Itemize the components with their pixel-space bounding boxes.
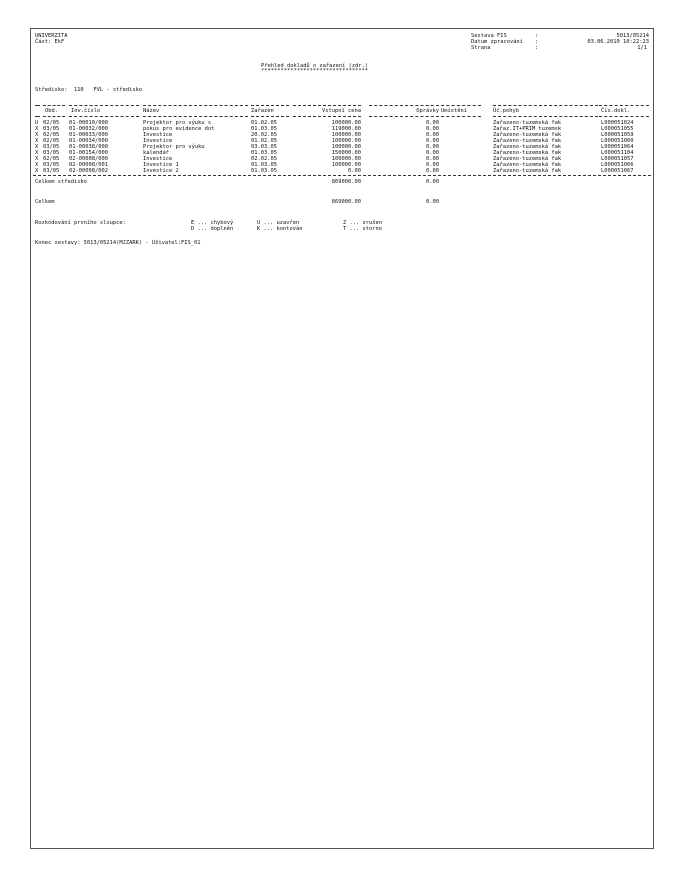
row-date: 03.03.05	[251, 144, 277, 150]
table-bottom-rule	[33, 175, 651, 176]
col-location: Umístění	[441, 108, 467, 114]
row-price: 119000.00	[331, 126, 361, 132]
report-sheet	[30, 28, 654, 849]
sep2-doc	[599, 116, 649, 117]
row-move: Zařazeno-tuzemská fak	[493, 120, 562, 126]
row-name: kalendář	[143, 150, 169, 156]
row-flag: U	[35, 120, 39, 126]
legend-item: D ... doplněn	[191, 226, 234, 232]
row-name: Investice	[143, 138, 173, 144]
center-line: Středisko: 110 FVL - středisko	[35, 87, 143, 93]
grand-total-opr: 0.00	[426, 199, 439, 205]
center-total-label: Celkem středisko	[35, 179, 87, 185]
row-opr: 0.00	[426, 156, 439, 162]
date-label: Datum zpracování	[471, 39, 523, 45]
row-inv: 01-00154/000	[69, 150, 108, 156]
row-opr: 0.00	[426, 132, 439, 138]
grand-total-label: Celkem	[35, 199, 55, 205]
grand-total-price: 869000.00	[331, 199, 361, 205]
col-opr: Oprávky	[416, 108, 439, 114]
report-number: 5013/05214	[616, 33, 649, 39]
row-obd: 03/05	[43, 162, 60, 168]
row-move: Zařazeno-tuzemská fak	[493, 144, 562, 150]
row-obd: 03/05	[43, 126, 60, 132]
row-inv: 02-00008/000	[69, 156, 108, 162]
org-part: Část: EkF	[35, 39, 65, 45]
row-flag: X	[35, 126, 39, 132]
row-obd: 03/05	[43, 150, 60, 156]
row-doc: L000051064	[601, 144, 634, 150]
legend-item: K ... kontován	[257, 226, 303, 232]
sep-name	[143, 105, 248, 106]
row-obd: 02/05	[43, 156, 60, 162]
sep2-opr	[369, 116, 439, 117]
center-total-opr: 0.00	[426, 179, 439, 185]
col-inv: Inv.číslo	[71, 108, 101, 114]
row-name: Investice 1	[143, 162, 179, 168]
title-underline: *********************************	[261, 68, 369, 74]
row-doc: L000051055	[601, 126, 634, 132]
report-label: Sestava FIS	[471, 33, 507, 39]
row-obd: 02/05	[43, 138, 60, 144]
row-date: 01.02.05	[251, 138, 277, 144]
row-name: pokus pro evidence dot	[143, 126, 215, 132]
row-date: 02.02.05	[251, 156, 277, 162]
row-move: Zařaz.IT+PRIM tuzemsk	[493, 126, 562, 132]
row-opr: 0.00	[426, 126, 439, 132]
row-date: 01.03.05	[251, 150, 277, 156]
sep-flag	[35, 105, 40, 106]
row-doc: L000051067	[601, 168, 634, 174]
row-opr: 0.00	[426, 144, 439, 150]
row-move: Zařazeno-tuzemská fak	[493, 162, 562, 168]
org-name: UNIVERZITA	[35, 33, 68, 39]
row-flag: X	[35, 138, 39, 144]
row-price: 100000.00	[331, 138, 361, 144]
legend-item: Z ... zrušen	[343, 220, 382, 226]
page-label: Strana	[471, 45, 491, 51]
row-inv: 01-00010/000	[69, 120, 108, 126]
sep2-price	[293, 116, 361, 117]
row-name: Investice 2	[143, 168, 179, 174]
sep2-move	[493, 116, 598, 117]
row-doc: L000051104	[601, 150, 634, 156]
col-obd: Obd.	[45, 108, 58, 114]
row-move: Zařazeno-tuzemská fak	[493, 132, 562, 138]
sep2-loc	[441, 116, 481, 117]
sep-doc	[599, 105, 649, 106]
report-end-line: Konec sestavy: 5013/05214(MJZARK) - Uživatel:FIS_01	[35, 240, 201, 246]
page-colon: :	[535, 45, 539, 51]
sep-opr	[369, 105, 439, 106]
center-total-price: 869000.00	[331, 179, 361, 185]
row-flag: X	[35, 156, 39, 162]
row-price: 100000.00	[331, 162, 361, 168]
row-inv: 01-00038/000	[69, 144, 108, 150]
col-date: Zařazen	[251, 108, 274, 114]
row-opr: 0.00	[426, 162, 439, 168]
row-doc: L000051024	[601, 120, 634, 126]
sep2-name	[143, 116, 248, 117]
row-price: 100000.00	[331, 156, 361, 162]
sep-move	[493, 105, 598, 106]
sep2-obd	[43, 116, 65, 117]
row-doc: L000051066	[601, 162, 634, 168]
col-doc: Čís.dokl.	[601, 108, 631, 114]
row-name: Investice	[143, 156, 173, 162]
sep-price	[293, 105, 361, 106]
row-flag: X	[35, 132, 39, 138]
row-inv: 01-00034/000	[69, 138, 108, 144]
row-price: 150000.00	[331, 150, 361, 156]
legend-item: U ... uzavřen	[257, 220, 300, 226]
legend-item: T ... storno	[343, 226, 382, 232]
legend-item: E ... chybový	[191, 220, 234, 226]
row-move: Zařazeno-tuzemská fak	[493, 138, 562, 144]
sep-date	[251, 105, 289, 106]
row-obd: 02/05	[43, 132, 60, 138]
row-inv: 02-00008/002	[69, 168, 108, 174]
row-inv: 02-00008/001	[69, 162, 108, 168]
row-doc: L000051057	[601, 156, 634, 162]
row-name: Investice	[143, 132, 173, 138]
row-flag: X	[35, 144, 39, 150]
row-price: 100000.00	[331, 132, 361, 138]
row-obd: 03/05	[43, 168, 60, 174]
row-opr: 0.00	[426, 138, 439, 144]
row-name: Projektor pro výuku s	[143, 120, 212, 126]
row-opr: 0.00	[426, 120, 439, 126]
row-inv: 01-00032/000	[69, 126, 108, 132]
col-name: Název	[143, 108, 160, 114]
col-movement: Úč.pohyb	[493, 108, 519, 114]
row-flag: X	[35, 168, 39, 174]
row-obd: 02/05	[43, 120, 60, 126]
sep-inv	[69, 105, 139, 106]
sep2-inv	[69, 116, 139, 117]
row-obd: 03/05	[43, 144, 60, 150]
row-name: Projektor pro výuku	[143, 144, 205, 150]
sep2-date	[251, 116, 289, 117]
row-flag: X	[35, 150, 39, 156]
processing-date: 03.06.2010 10:22:23	[587, 39, 649, 45]
row-move: Zařazeno-tuzemská fak	[493, 156, 562, 162]
row-opr: 0.00	[426, 150, 439, 156]
row-flag: X	[35, 162, 39, 168]
sep-obd	[43, 105, 65, 106]
row-date: 01.03.05	[251, 168, 277, 174]
page-number: 1/1	[637, 45, 647, 51]
row-date: 20.02.05	[251, 132, 277, 138]
row-price: 100000.00	[331, 120, 361, 126]
report-colon: :	[535, 33, 539, 39]
row-doc: L000051060	[601, 138, 634, 144]
row-price: 0.00	[348, 168, 361, 174]
sep2-flag	[35, 116, 40, 117]
row-date: 01.02.05	[251, 120, 277, 126]
row-date: 01.03.05	[251, 162, 277, 168]
report-title: Přehled dokladů o zařazení (zdr.)	[261, 63, 369, 69]
row-doc: L000051059	[601, 132, 634, 138]
col-price: Vstupní cena	[322, 108, 361, 114]
row-move: Zařazeno-tuzemská fak	[493, 150, 562, 156]
row-date: 01.03.05	[251, 126, 277, 132]
date-colon: :	[535, 39, 539, 45]
sep-loc	[441, 105, 481, 106]
row-move: Zařazeno-tuzemská fak	[493, 168, 562, 174]
row-price: 100000.00	[331, 144, 361, 150]
row-opr: 0.00	[426, 168, 439, 174]
row-inv: 01-00033/000	[69, 132, 108, 138]
legend-label: Rozkódování prvního sloupce:	[35, 220, 126, 226]
